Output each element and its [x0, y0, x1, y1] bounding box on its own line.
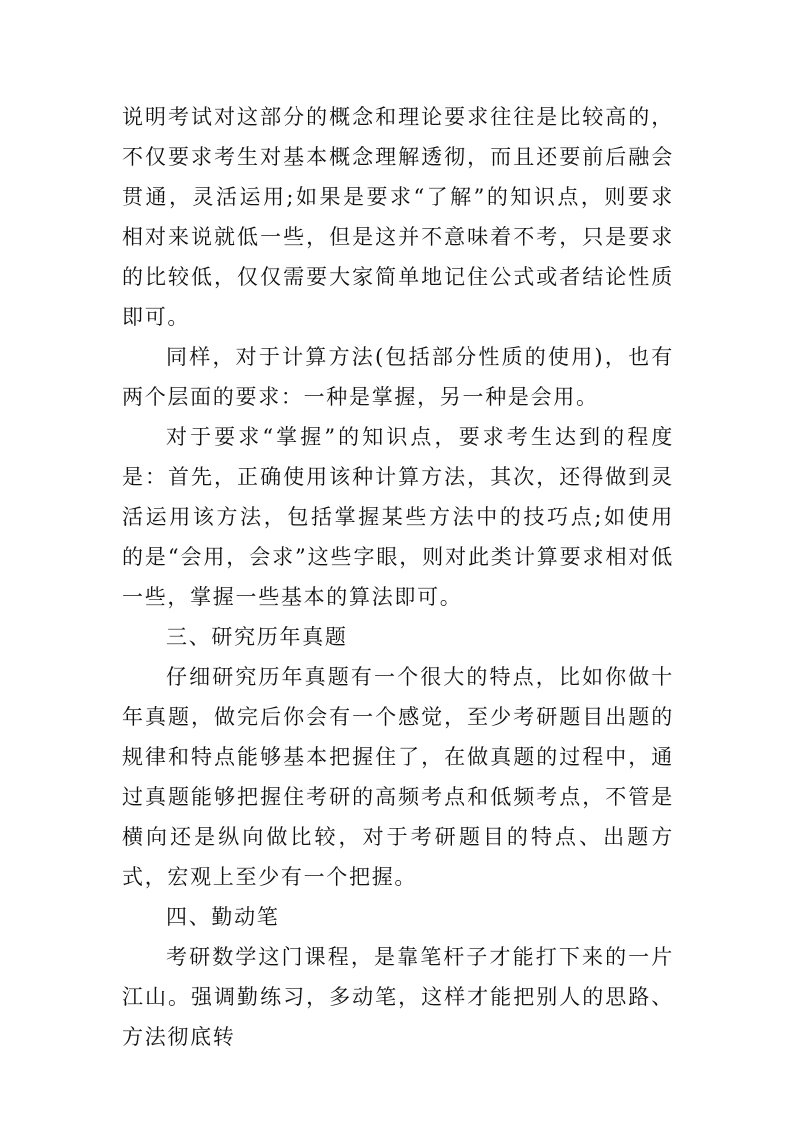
document-body	[122, 97, 674, 1057]
paragraph-practice: 考研数学这门课程，是靠笔杆子才能打下来的一片江山。强调勤练习，多动笔，这样才能把别人的思路、方法彻底转	[122, 945, 674, 1049]
paragraph-past-exams: 仔细研究历年真题有一个很大的特点，比如你做十年真题，做完后你会有一个感觉，至少考研题目出题的规律和特点能够基本把握住了，在做真题的过程中，通过真题能够把握住考研的高频考点和低频考点，不管是横向还是纵向做比较，对于考研题目的特点、出题方式，宏观上至少有一个把握。	[122, 665, 674, 889]
paragraph-mastery-requirements: 对于要求“掌握”的知识点，要求考生达到的程度是：首先，正确使用该种计算方法，其次，还得做到灵活运用该方法，包括掌握某些方法中的技巧点;如使用的是“会用，会求”这些字眼，则对此类计算要求相对低一些，掌握一些基本的算法即可。	[122, 425, 674, 609]
section-heading-practice: 四、勤动笔	[166, 905, 280, 929]
paragraph-exam-requirements: 说明考试对这部分的概念和理论要求往往是比较高的，不仅要求考生对基本概念理解透彻，而且还要前后融会贯通，灵活运用;如果是要求“了解”的知识点，则要求相对来说就低一些，但是这并不意味着不考，只是要求的比较低，仅仅需要大家简单地记住公式或者结论性质即可。	[122, 105, 674, 329]
paragraph-calculation-methods: 同样，对于计算方法(包括部分性质的使用)，也有两个层面的要求：一种是掌握，另一种是会用。	[122, 345, 674, 409]
section-heading-past-exams: 三、研究历年真题	[166, 625, 348, 649]
